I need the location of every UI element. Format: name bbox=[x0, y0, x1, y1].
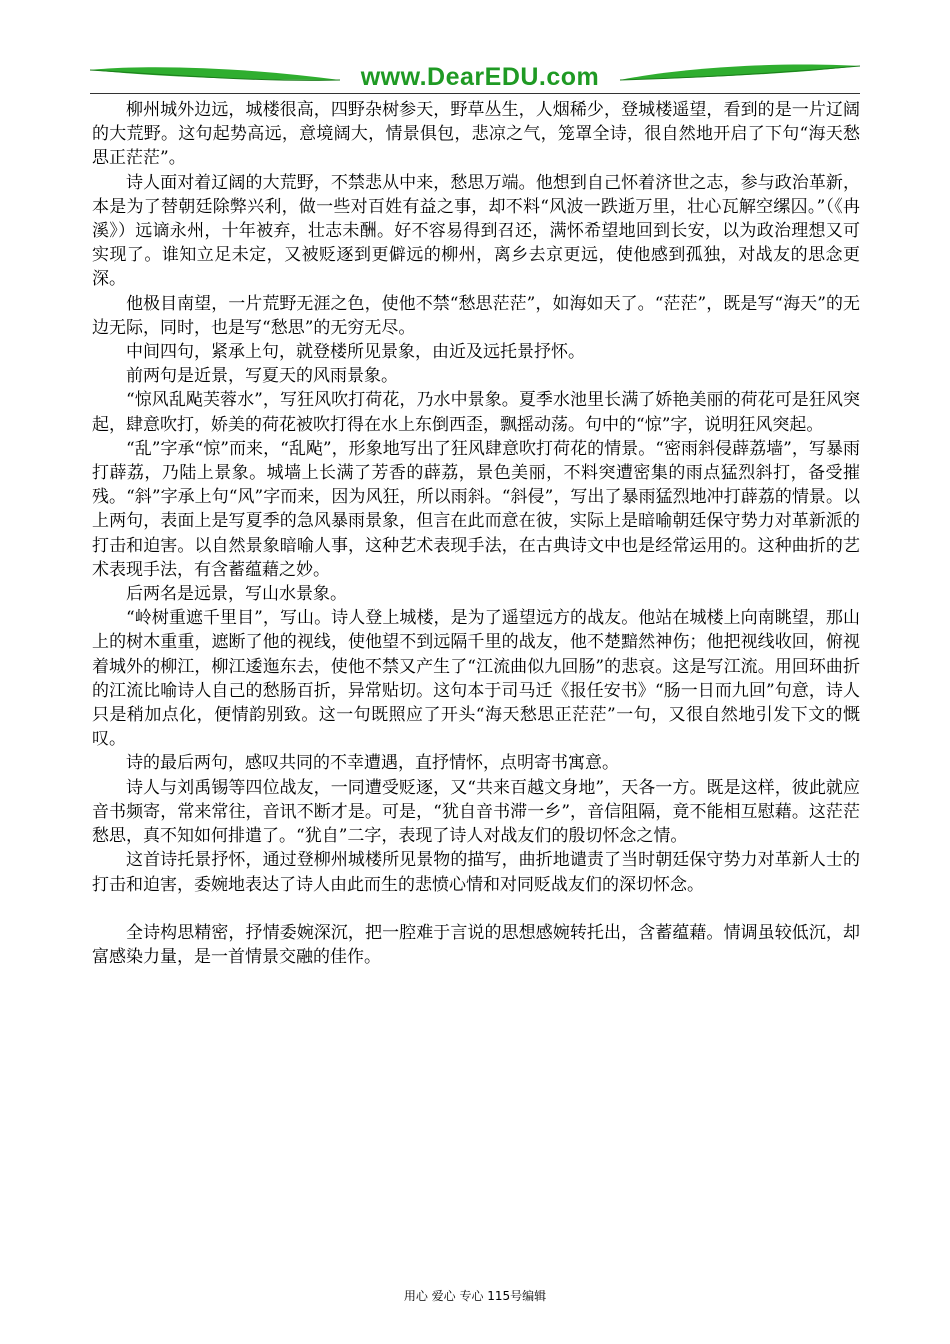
paragraph: 前两句是近景，写夏天的风雨景象。 bbox=[126, 366, 398, 387]
paragraph: “岭树重遮千里目”，写山。诗人登上城楼，是为了遥望远方的战友。他站在城楼上向南眺望，那山上的树木重重，遮断了他的视线，使他望不到远隔千里的战友，他不楚黯然神伤；他把视线收回，俯视着城外的柳江，柳江逶迤东去，使他不禁又产生了“江流曲似九回肠”的悲哀。这是写江流。用回环曲折的江流比喻诗人自己的愁肠百折，异常贴切。这句本于司马迁《报任安书》“肠一日而九回”句意，诗人只是稍加点化，便情韵别致。这一句既照应了开头“海天愁思正茫茫”一句，又很自然地引发下文的慨叹。 bbox=[92, 608, 860, 750]
paragraph: 后两名是远景，写山水景象。 bbox=[126, 584, 347, 605]
page-footer: 用心 爱心 专心 115号编辑 bbox=[403, 1289, 547, 1303]
paragraph: 诗人面对着辽阔的大荒野，不禁悲从中来，愁思万端。他想到自己怀着济世之志，参与政治革新，本是为了替朝廷除弊兴利，做一些对百姓有益之事，却不料“风波一跌逝万里，壮心瓦解空缧囚。”（《冉溪》）远谪永州，十年被弃，壮志未酬。好不容易得到召还，满怀希望地回到长安，以为政治理想又可实现了。谁知立足未定，又被贬逐到更僻远的柳州，离乡去京更远，使他感到孤独，对战友的思念更深。 bbox=[92, 172, 860, 290]
paragraph: 他极目南望，一片荒野无涯之色，使他不禁“愁思茫茫”，如海如天了。“茫茫”，既是写“海天”的无边无际，同时，也是写“愁思”的无穷无尽。 bbox=[92, 293, 860, 338]
paragraph: “惊风乱飐芙蓉水”，写狂风吹打荷花，乃水中景象。夏季水池里长满了娇艳美丽的荷花可是狂风突起，肆意吹打，娇美的荷花被吹打得在水上东倒西歪，飘摇动荡。句中的“惊”字，说明狂风突起。 bbox=[92, 390, 860, 435]
article-body bbox=[92, 98, 860, 969]
paragraph: 这首诗托景抒怀，通过登柳州城楼所见景物的描写，曲折地谴责了当时朝廷保守势力对革新人士的打击和迫害，委婉地表达了诗人由此而生的悲愤心情和对同贬战友们的深切怀念。 bbox=[92, 850, 860, 895]
paragraph: 中间四句，紧承上句，就登楼所见景象，由近及远托景抒怀。 bbox=[126, 342, 585, 363]
paragraph: “乱”字承“惊”而来，“乱飐”，形象地写出了狂风肆意吹打荷花的情景。“密雨斜侵薜荔墙”，写暴雨打薜荔，乃陆上景象。城墙上长满了芳香的薜荔，景色美丽，不料突遭密集的雨点猛烈斜打，备受摧残。“斜”字承上句“风”字而来，因为风狂，所以雨斜。“斜侵”，写出了暴雨猛烈地冲打薜荔的情景。以上两句，表面上是写夏季的急风暴雨景象，但言在此而意在彼，实际上是暗喻朝廷保守势力对革新派的打击和迫害。以自然景象暗喻人事，这种艺术表现手法，在古典诗文中也是经常运用的。这种曲折的艺术表现手法，有含蓄蕴藉之妙。 bbox=[92, 438, 860, 580]
paragraph: 柳州城外边远，城楼很高，四野杂树参天，野草丛生，人烟稀少，登城楼遥望，看到的是一片辽阔的大荒野。这句起势高远，意境阔大，情景俱包，悲凉之气，笼罩全诗，很自然地开启了下句“海天愁思正茫茫”。 bbox=[92, 100, 860, 169]
paragraph: 诗的最后两句，感叹共同的不幸遭遇，直抒情怀，点明寄书寓意。 bbox=[126, 753, 619, 774]
site-header bbox=[90, 60, 860, 94]
site-logo: www.DearEDU.com bbox=[360, 63, 600, 91]
header-divider bbox=[90, 93, 860, 94]
paragraph: 诗人与刘禹锡等四位战友，一同遭受贬逐，又“共来百越文身地”，天各一方。既是这样，彼此就应音书频寄，常来常往，音讯不断才是。可是，“犹自音书滞一乡”，音信阻隔，竟不能相互慰藉。这茫茫愁思，真不知如何排遣了。“犹自”二字，表现了诗人对战友们的殷切怀念之情。 bbox=[92, 777, 860, 847]
paragraph: 全诗构思精密，抒情委婉深沉，把一腔难于言说的思想感婉转托出，含蓄蕴藉。情调虽较低沉，却富感染力量，是一首情景交融的佳作。 bbox=[92, 922, 860, 967]
